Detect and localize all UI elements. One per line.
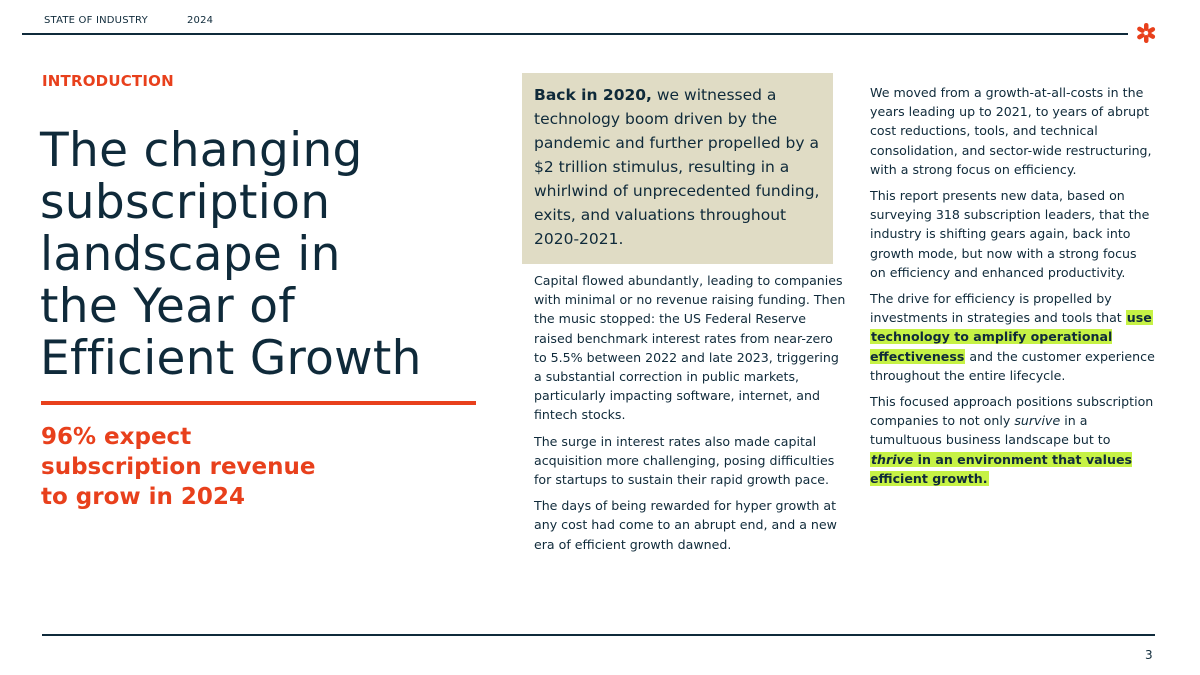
paragraph-text: in a tumultuous business landscape but to	[870, 413, 1111, 448]
callout-text: we witnessed a technology boom driven by the pandemic and further propelled by a $2 trillion stimulus, resulting in a whirlwind of unprecedented funding, exits, and valuations throughout 2020-2021.	[534, 86, 820, 248]
title-line: The changing	[40, 123, 363, 178]
footer-divider	[42, 634, 1155, 636]
header-divider	[22, 33, 1128, 35]
key-stat	[41, 422, 421, 512]
title-line: subscription	[40, 175, 331, 230]
page-number: 3	[1145, 648, 1153, 662]
stat-line: 96% expect	[41, 424, 192, 450]
emphasis: survive	[1014, 413, 1061, 429]
paragraph-text: The drive for efficiency is propelled by investments in strategies and tools that	[870, 291, 1126, 326]
paragraph-text: This focused approach positions subscription companies to not only	[870, 394, 1154, 429]
highlight-text: in an environment that values efficient growth.	[870, 451, 1132, 486]
paragraph	[870, 289, 1155, 385]
section-kicker: INTRODUCTION	[42, 72, 174, 90]
paragraph: The surge in interest rates also made capital acquisition more challenging, posing difficulties for startups to sustain their rapid growth pace.	[534, 433, 835, 488]
stat-line: subscription revenue	[41, 454, 316, 480]
emphasis: thrive	[871, 451, 914, 467]
title-line: the Year of	[40, 279, 296, 334]
header-section-label: STATE OF INDUSTRY	[44, 15, 148, 26]
middle-column	[534, 271, 846, 561]
accent-divider	[41, 401, 476, 405]
callout-box	[522, 73, 833, 264]
paragraph: Capital flowed abundantly, leading to companies with minimal or no revenue raising funding. Then the music stopped: the US Federal Reserve raised benchmark interest rates from near-zero to 5.5% between 2022 and late 2023, triggering a substantial correction in public markets, particularly impacting software, internet, and fintech stocks.	[534, 273, 846, 423]
title-line: Efficient Growth	[40, 331, 422, 386]
header-year: 2024	[187, 15, 214, 26]
asterisk-logo-icon	[1135, 22, 1157, 44]
paragraph: The days of being rewarded for hyper growth at any cost had come to an abrupt end, and a new era of efficient growth dawned.	[534, 498, 837, 552]
paragraph: We moved from a growth-at-all-costs in the years leading up to 2021, to years of abrupt cost reductions, tools, and technical consolidation, and sector-wide restructuring, with a strong focus on efficiency.	[870, 85, 1152, 177]
paragraph	[870, 392, 1155, 488]
stat-line: to grow in 2024	[41, 484, 245, 510]
paragraph-text: and the customer experience throughout the entire lifecycle.	[870, 348, 1155, 383]
highlight: use	[1126, 310, 1152, 326]
page-title	[40, 125, 490, 385]
right-column	[870, 83, 1155, 495]
callout-lead: Back in 2020,	[534, 86, 652, 104]
highlight: technology to amplify operational effectiveness	[870, 329, 1113, 364]
title-line: landscape in	[40, 227, 341, 282]
highlight	[870, 452, 1132, 486]
paragraph: This report presents new data, based on surveying 318 subscription leaders, that the industry is shifting gears again, back into growth mode, but now with a strong focus on efficiency and enhanced productivity.	[870, 188, 1150, 280]
